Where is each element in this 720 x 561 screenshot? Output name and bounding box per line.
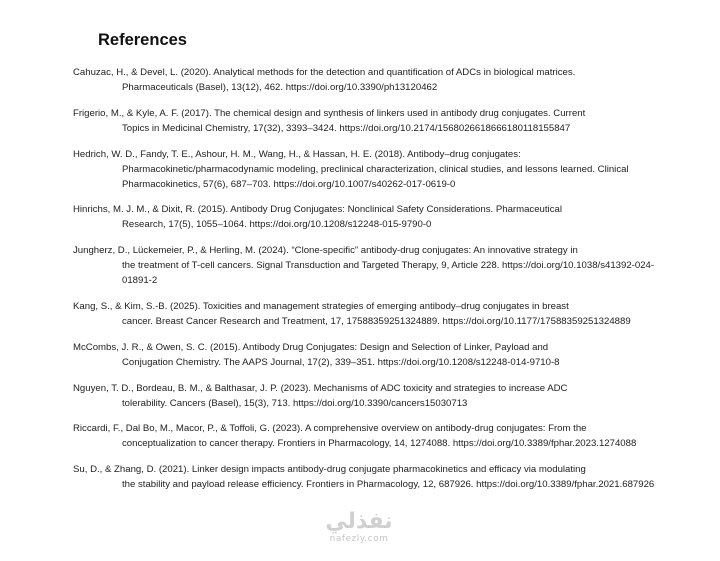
reference-entry: Jungherz, D., Lückemeier, P., & Herling, M. (2024). “Clone-specific” antibody-drug conjugates: An innovative strategy in the treatment of T-cell cancers. Signal Transduction and Targeted Therapy, 9, Article 228. https://doi.org/10.1038/s41392-024-01891-2 [73, 245, 655, 287]
reference-list [73, 65, 673, 503]
reference-entry: Hinrichs, M. J. M., & Dixit, R. (2015). Antibody Drug Conjugates: Nonclinical Safety Considerations. Pharmaceutical Research, 17(5), 1055–1064. https://doi.org/10.1208/s12248-015-9790-0 [73, 204, 562, 231]
watermark-text: nafezly.com [329, 534, 389, 544]
watermark-logo: نفذلي [325, 509, 393, 534]
reference-entry: Kang, S., & Kim, S.-B. (2025). Toxicities and management strategies of emerging antibody–drug conjugates in breast cancer. Breast Cancer Research and Treatment, 17, 17588359251324889. https://doi.org/10.1177/17588359251324889 [73, 300, 631, 327]
references-heading: References [98, 31, 187, 49]
reference-entry: Frigerio, M., & Kyle, A. F. (2017). The chemical design and synthesis of linkers used in antibody drug conjugates. Current Topics in Medicinal Chemistry, 17(32), 3393–3424. https://doi.org/10.2174/1568026618666180118155847 [73, 107, 586, 134]
reference-entry: Riccardi, F., Dal Bo, M., Macor, P., & Toffoli, G. (2023). A comprehensive overview on antibody-drug conjugates: From the conceptualization to cancer therapy. Frontiers in Pharmacology, 14, 1274088. https://doi.org/10.3389/fphar.2023.1274088 [73, 423, 637, 450]
reference-entry: Su, D., & Zhang, D. (2021). Linker design impacts antibody-drug conjugate pharmacokinetics and efficacy via modulating the stability and payload release efficiency. Frontiers in Pharmacology, 12, 687926. https://doi.org/10.3389/fphar.2021.687926 [73, 464, 655, 491]
watermark [309, 510, 409, 544]
reference-entry: Nguyen, T. D., Bordeau, B. M., & Balthasar, J. P. (2023). Mechanisms of ADC toxicity and strategies to increase ADC tolerability. Cancers (Basel), 15(3), 713. https://doi.org/10.3390/cancers15030713 [73, 382, 568, 409]
reference-entry: Hedrich, W. D., Fandy, T. E., Ashour, H. M., Wang, H., & Hassan, H. E. (2018). Antibody–drug conjugates: Pharmacokinetic/pharmacodynamic modeling, preclinical characterization, clinical studies, and lessons learned. Clinical Pharmacokinetics, 57(6), 687–703. https://doi.org/10.1007/s40262-017-0619-0 [73, 148, 629, 190]
reference-entry: McCombs, J. R., & Owen, S. C. (2015). Antibody Drug Conjugates: Design and Selection of Linker, Payload and Conjugation Chemistry. The AAPS Journal, 17(2), 339–351. https://doi.org/10.1208/s12248-014-9710-8 [73, 341, 560, 368]
reference-entry: Cahuzac, H., & Devel, L. (2020). Analytical methods for the detection and quantification of ADCs in biological matrices. Pharmaceuticals (Basel), 13(12), 462. https://doi.org/10.3390/ph13120462 [73, 67, 576, 93]
